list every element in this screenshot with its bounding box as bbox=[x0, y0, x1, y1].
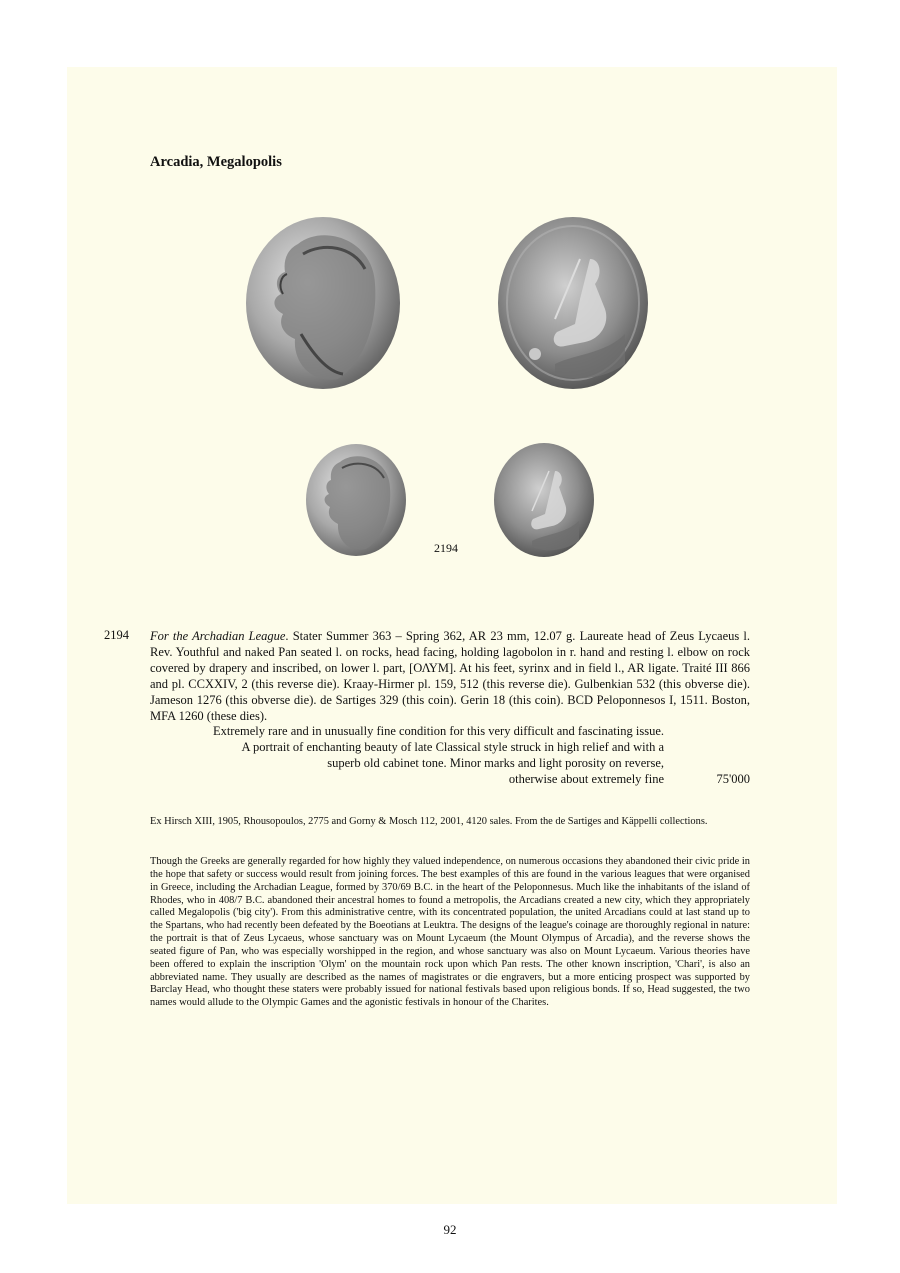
lot-number: 2194 bbox=[104, 628, 129, 642]
coin-reverse-small bbox=[492, 441, 596, 559]
historical-note: Though the Greeks are generally regarded for how highly they valued independence, on numerous occasions they abandoned their civic pride in the hope that safety or success would result from joining forces. The best examples of this are found in the various leagues that were organised in Greece, including the Archadian League, formed by 370/69 B.C. in the heart of the Peloponnesus. Much like the inhabitants of the island of Rhodes, who in 408/7 B.C. abandoned their ancestral homes to found a metropolis, the Arcadians created a new city, which they appropriately called Megalopolis ('big city'). From this administrative centre, with its concentrated population, the united Arcadians could at last stand up to the Spartans, who had recently been defeated by the Boeotians at Leuktra. The designs of the league's coinage are thoroughly regional in nature: the portrait is that of Zeus Lycaeus, whose sanctuary was on Mount Lycaeum (the Mount Olympus of Arcadia), and the reverse shows the seated figure of Pan, who was especially worshipped in the region, and whose sanctuary was also on Mount Lycaeum. Various theories have been offered to explain the inscription 'Olym' on the mountain rock upon which Pan rests. The other known inscription, 'Chari', is also an abbreviated name. They usually are described as the names of magistrates or die engravers, but a more enticing prospect was supported by Barclay Head, who thought these staters were probably issued for national festivals based upon religious bonds. If so, Head suggested, the two names would allude to the Olympic Games and the agonistic festivals in honour of the Charites. bbox=[150, 856, 750, 1009]
page-number: 92 bbox=[443, 1222, 457, 1237]
coin-reverse-large bbox=[495, 214, 651, 392]
condition-line: otherwise about extremely fine bbox=[508, 772, 664, 787]
provenance: Ex Hirsch XIII, 1905, Rhousopoulos, 2775 and Gorny & Mosch 112, 2001, 4120 sales. From the de Sartiges and Käppelli collections. bbox=[150, 816, 708, 827]
section-heading: Arcadia, Megalopolis bbox=[150, 154, 282, 170]
condition-line: A portrait of enchanting beauty of late Classical style struck in high relief and with a bbox=[241, 740, 664, 755]
plate-number: 2194 bbox=[434, 541, 458, 555]
condition-line: superb old cabinet tone. Minor marks and light porosity on reverse, bbox=[327, 756, 664, 771]
lot-title: For the Archadian League bbox=[150, 629, 286, 643]
coin-obverse-large bbox=[243, 214, 403, 392]
lot-description-text: . Stater Summer 363 – Spring 362, AR 23 mm, 12.07 g. Laureate head of Zeus Lycaeus l. Rev. Youthful and naked Pan seated l. on rocks, head facing, holding lagobolon in r. hand and resting l. elbow on rock covered by drapery and inscribed, on lower l. part, [ΟΛΥΜ]. At his feet, syrinx and in field l., AR ligate. Traité III 866 and pl. CCXXIV, 2 (this reverse die). Kraay-Hirmer pl. 159, 512 (this reverse die). Gulbenkian 532 (this obverse die). Jameson 1276 (this obverse die). de Sartiges 329 (this coin). Gerin 18 (this coin). BCD Peloponnesos I, 1511. Boston, MFA 1260 (these dies). bbox=[150, 629, 751, 724]
estimate-price: 75'000 bbox=[716, 772, 750, 787]
lot-description bbox=[150, 628, 750, 725]
condition-line: Extremely rare and in unusually fine condition for this very difficult and fascinating issue. bbox=[212, 724, 664, 738]
condition-block bbox=[150, 723, 750, 787]
condition-line-last bbox=[150, 771, 750, 787]
coin-obverse-small bbox=[304, 442, 408, 558]
